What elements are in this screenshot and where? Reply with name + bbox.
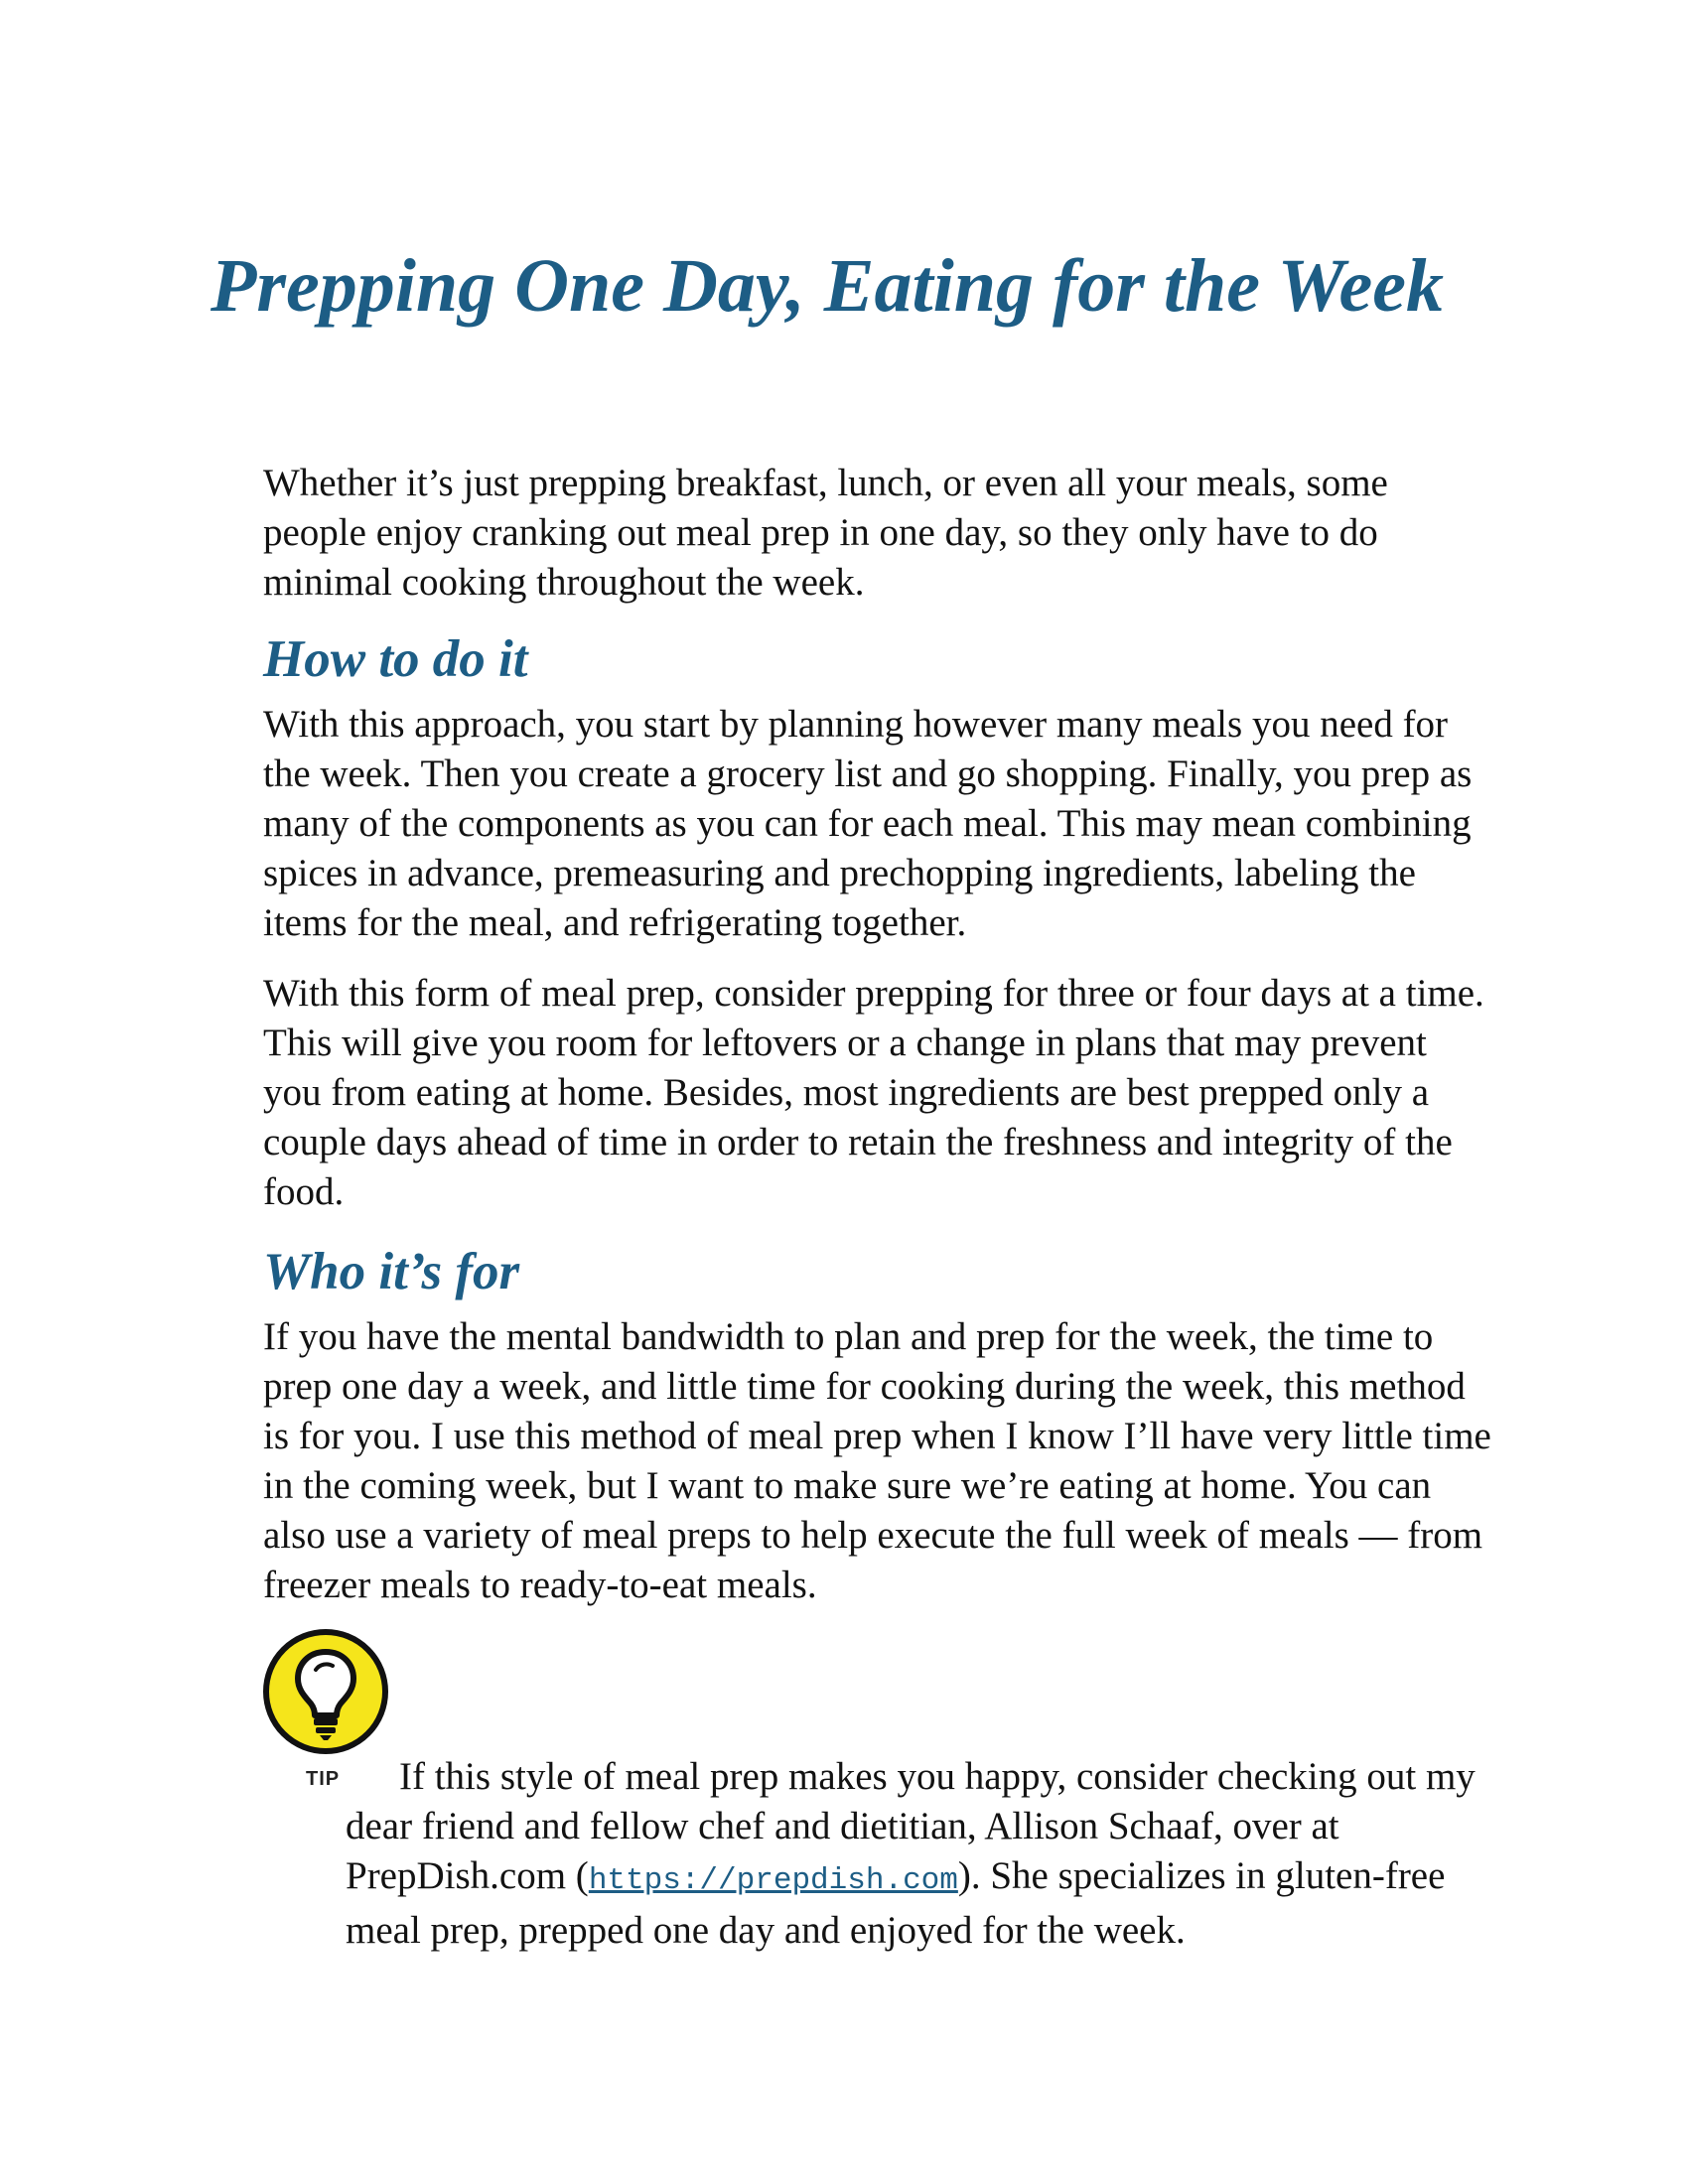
who-for-paragraph: If you have the mental bandwidth to plan and prep for the week, the time to prep one day a week, and little time for cooking during the week, this method is for you. I use this method of meal prep when I know I’ll have very little time in the coming week, but I want to make sure we’re eating at home. You can also use a variety of meal preps to help execute the full week of meals — from freezer meals to ready-to-eat meals. [263,1315,1491,1606]
tip-paragraph [346,1752,1487,1956]
page-title: Prepping One Day, Eating for the Week [211,244,1445,328]
section-heading-who-for: Who it’s for [263,1243,520,1300]
tip-label: TIP [306,1768,341,1790]
lightbulb-icon [262,1628,389,1755]
prepdish-link[interactable]: https://prepdish.com [588,1863,958,1898]
intro-paragraph: Whether it’s just prepping breakfast, lunch, or even all your meals, some people enjoy cranking out meal prep in one day, so they only have to do minimal cooking throughout the week. [263,462,1388,604]
section-heading-how-to: How to do it [263,630,528,688]
tip-text-after: ). She specializes in gluten-free meal prep, prepped one day and enjoyed for the week. [346,1854,1446,1952]
how-to-paragraph-1: With this approach, you start by planning however many meals you need for the week. Then you create a grocery list and go shopping. Finally, you prep as many of the components as you can for each meal. This may mean combining spices in advance, premeasuring and prechopping ingredients, labeling the items for the meal, and refrigerating together. [263,703,1473,944]
tip-text-before: If this style of meal prep makes you happy, consider checking out my dear friend and fellow chef and dietitian, Allison Schaaf, over at PrepDish.com ( [346,1755,1476,1897]
how-to-paragraph-2: With this form of meal prep, consider prepping for three or four days at a time. This will give you room for leftovers or a change in plans that may prevent you from eating at home. Besides, most ingredients are best prepped only a couple days ahead of time in order to retain the freshness and integrity of the food. [263,972,1484,1213]
